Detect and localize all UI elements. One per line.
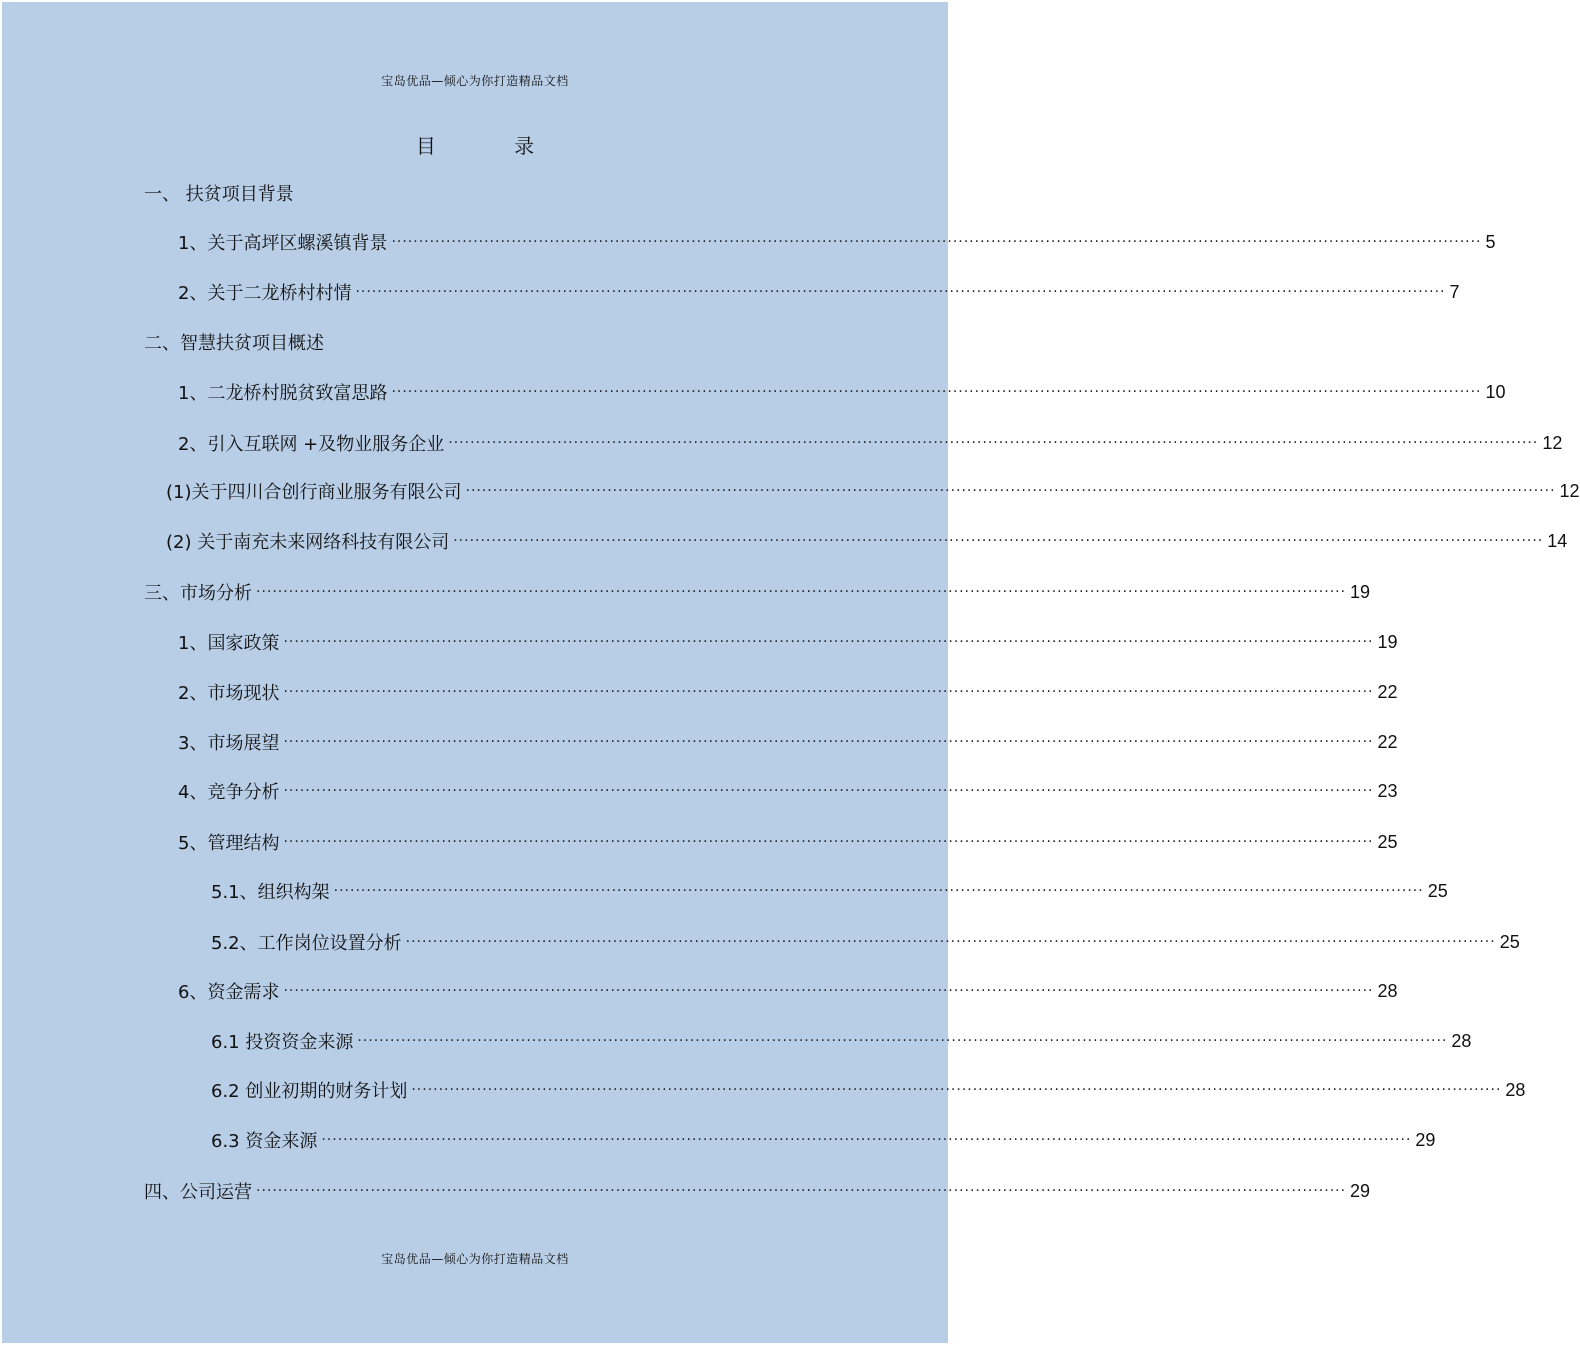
toc-entry-page: 25 <box>1427 880 1448 901</box>
page-footer: 宝岛优品—倾心为你打造精品文档 <box>381 1252 569 1266</box>
toc-dot-leader: ········································································································································································································ <box>355 284 1446 300</box>
toc-entry[interactable] <box>178 378 1506 406</box>
toc-entry-page: 5 <box>1485 231 1496 252</box>
toc-entry-page: 10 <box>1485 381 1506 402</box>
toc-entry[interactable] <box>178 228 1496 256</box>
toc-dot-leader: ········································································································································································································ <box>391 384 1482 400</box>
toc-entry-page: 28 <box>1451 1030 1472 1051</box>
toc-entry-page: 12 <box>1559 480 1580 501</box>
toc-dot-leader: ········································································································································································································ <box>321 1132 1412 1148</box>
toc-entry-page: 14 <box>1547 530 1568 551</box>
toc-entry-page: 23 <box>1377 780 1398 801</box>
toc-dot-leader: ········································································································································································································ <box>411 1082 1502 1098</box>
toc-entry-page: 22 <box>1377 731 1398 752</box>
toc-dot-leader: ········································································································································································································ <box>465 483 1556 499</box>
toc-entry-label: 2、引入互联网 +及物业服务企业 <box>178 434 445 455</box>
toc-entry-page: 22 <box>1377 681 1398 702</box>
toc-entry-label: 6.3 资金来源 <box>211 1131 318 1152</box>
toc-dot-leader: ········································································································································································································ <box>283 734 1374 750</box>
toc-entry-label: 5.2、工作岗位设置分析 <box>211 933 402 954</box>
toc-entry-page: 28 <box>1377 980 1398 1001</box>
toc-dot-leader: ········································································································································································································ <box>283 634 1374 650</box>
toc-entry[interactable] <box>178 678 1398 706</box>
toc-entry[interactable] <box>178 628 1398 656</box>
toc-dot-leader: ········································································································································································································ <box>283 983 1374 999</box>
toc-entry-label: 二、智慧扶贫项目概述 <box>144 333 324 354</box>
toc-entry-label: 三、市场分析 <box>144 583 252 604</box>
document-page <box>2 2 1580 1343</box>
toc-entry-label: 1、关于高坪区螺溪镇背景 <box>178 233 388 254</box>
toc-entry-label: 6、资金需求 <box>178 982 280 1003</box>
toc-entry-label: 5.1、组织构架 <box>211 882 330 903</box>
toc-entry-label: 5、管理结构 <box>178 833 280 854</box>
toc-entry[interactable] <box>211 1126 1436 1154</box>
page-header: 宝岛优品—倾心为你打造精品文档 <box>381 74 569 88</box>
toc-entry-label: 2、市场现状 <box>178 683 280 704</box>
toc-dot-leader: ········································································································································································································ <box>333 883 1424 899</box>
toc-entry-page: 25 <box>1499 931 1520 952</box>
toc-entry[interactable] <box>166 527 1568 555</box>
toc-entry[interactable] <box>211 1076 1526 1104</box>
toc-entry-label: (2) 关于南充未来网络科技有限公司 <box>166 532 450 553</box>
toc-entry-page: 28 <box>1505 1079 1526 1100</box>
toc-entry-page: 29 <box>1350 1180 1371 1201</box>
toc-dot-leader: ········································································································································································································ <box>256 1183 1347 1199</box>
toc-dot-leader: ········································································································································································································ <box>283 834 1374 850</box>
toc-entry[interactable] <box>178 828 1398 856</box>
toc-entry-label: 一、 扶贫项目背景 <box>144 184 294 205</box>
toc-entry-page: 12 <box>1542 432 1563 453</box>
toc-entry[interactable] <box>178 728 1398 756</box>
toc-dot-leader: ········································································································································································································ <box>283 684 1374 700</box>
toc-entry[interactable] <box>178 278 1460 306</box>
toc-entry[interactable] <box>211 1027 1472 1055</box>
toc-dot-leader: ········································································································································································································ <box>391 234 1482 250</box>
toc-entry[interactable] <box>178 429 1563 457</box>
toc-entry[interactable] <box>178 777 1398 805</box>
toc-dot-leader: ········································································································································································································ <box>405 934 1496 950</box>
toc-dot-leader: ········································································································································································································ <box>453 533 1544 549</box>
toc-entry[interactable] <box>144 179 294 207</box>
toc-entry-label: 4、竞争分析 <box>178 782 280 803</box>
toc-entry-label: 1、国家政策 <box>178 633 280 654</box>
toc-dot-leader: ········································································································································································································ <box>357 1033 1448 1049</box>
toc-entry-page: 29 <box>1415 1129 1436 1150</box>
toc-entry-label: 6.2 创业初期的财务计划 <box>211 1081 408 1102</box>
toc-entry[interactable] <box>211 928 1520 956</box>
toc-entry-label: 四、公司运营 <box>144 1182 252 1203</box>
toc-entry[interactable] <box>144 578 1371 606</box>
toc-entry[interactable] <box>166 477 1580 505</box>
toc-entry-label: 3、市场展望 <box>178 733 280 754</box>
toc-entry-page: 19 <box>1350 581 1371 602</box>
toc-title: 目 录 <box>415 134 571 158</box>
toc-entry-page: 19 <box>1377 631 1398 652</box>
toc-dot-leader: ········································································································································································································ <box>448 435 1539 451</box>
toc-entry[interactable] <box>211 877 1448 905</box>
toc-entry-label: (1)关于四川合创行商业服务有限公司 <box>166 482 462 503</box>
toc-entry-page: 25 <box>1377 831 1398 852</box>
toc-entry[interactable] <box>144 328 324 356</box>
toc-dot-leader: ········································································································································································································ <box>283 783 1374 799</box>
toc-entry-label: 2、关于二龙桥村村情 <box>178 283 352 304</box>
toc-entry-label: 1、二龙桥村脱贫致富思路 <box>178 383 388 404</box>
toc-entry-page: 7 <box>1449 281 1460 302</box>
toc-entry[interactable] <box>144 1177 1371 1205</box>
toc-entry[interactable] <box>178 977 1398 1005</box>
toc-dot-leader: ········································································································································································································ <box>256 584 1347 600</box>
toc-entry-label: 6.1 投资资金来源 <box>211 1032 354 1053</box>
